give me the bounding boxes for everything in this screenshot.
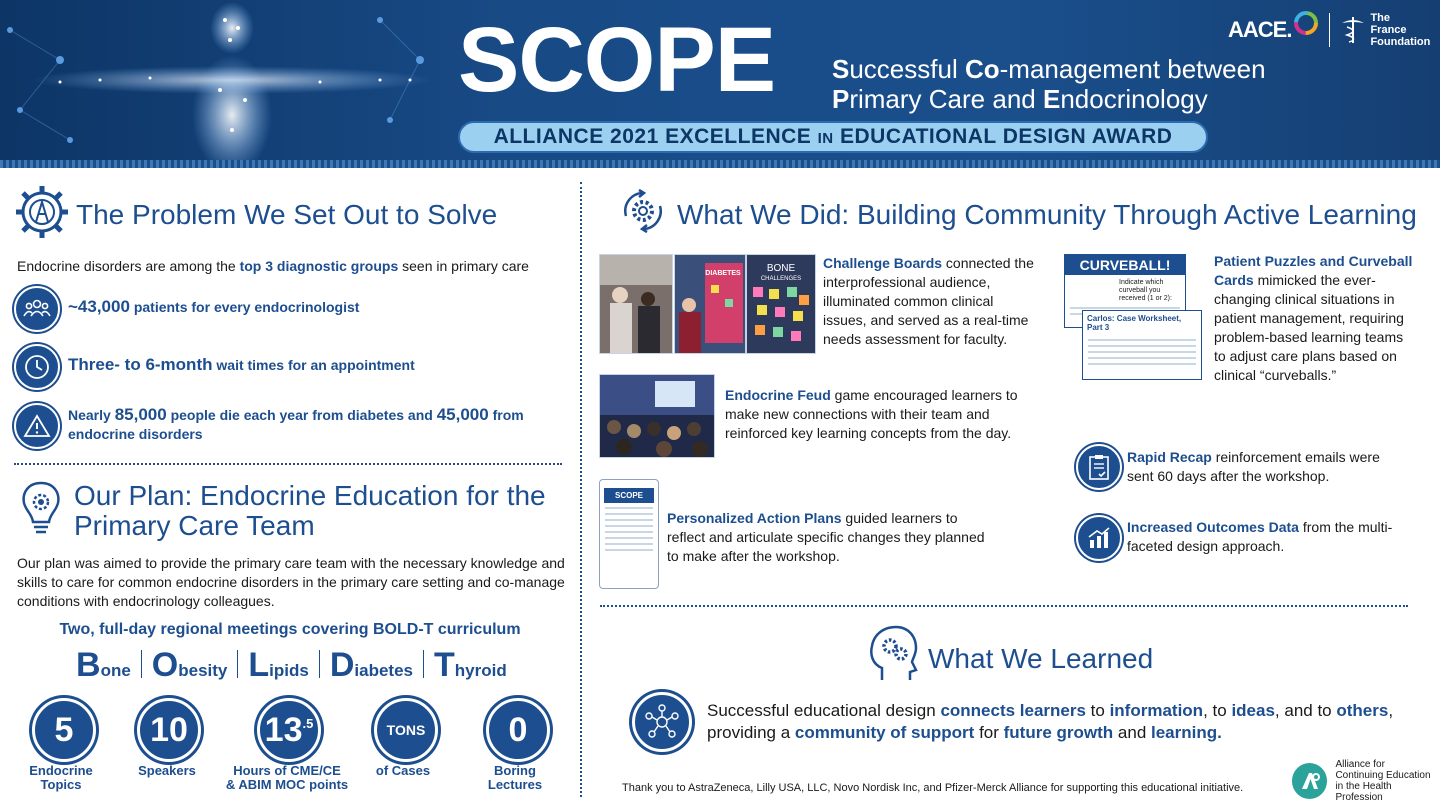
stat-wait-times: Three- to 6-month wait times for an appointment: [68, 355, 415, 374]
challenge-board-photo-3: [746, 254, 816, 354]
caduceus-icon: [1340, 15, 1366, 45]
endocrine-feud-text: Endocrine Feud game encouraged learners to make new connections with their team and reinforced key learning concepts from the day.: [725, 387, 1018, 441]
acehp-logo: Alliance for Continuing Education in the Health Profession: [1292, 759, 1440, 803]
outcomes-text: Increased Outcomes Data from the multi-faceted design approach.: [1127, 519, 1393, 554]
sponsor-logos: [1228, 10, 1430, 50]
glowing-human-figure-graphic: [0, 0, 440, 168]
challenge-board-photo-1: [599, 254, 673, 354]
number-speakers: 10: [137, 698, 201, 762]
gears-cycle-icon: [618, 186, 668, 236]
people-group-icon: [14, 286, 60, 332]
scope-title: SCOPE: [458, 9, 776, 111]
lightbulb-gear-icon: [18, 480, 64, 540]
meetings-line: Two, full-day regional meetings covering BOLD-T curriculum: [59, 621, 521, 638]
rapid-recap-text: Rapid Recap reinforcement emails were sent 60 days after the workshop.: [1127, 449, 1380, 484]
number-cases: TONS: [374, 698, 438, 762]
svg-text:DIABETES: DIABETES: [705, 270, 741, 277]
sponsor-thanks: Thank you to AstraZeneca, Lilly USA, LLC, Novo Nordisk Inc, and Pfizer-Merck Alliance for supporting this educational initiative.: [622, 782, 1244, 794]
did-heading: What We Did: Building Community Through Active Learning: [677, 199, 1417, 230]
number-hours: 13 $^{.5}$: [257, 698, 321, 762]
challenge-boards-text: Challenge Boards connected the interprofessional audience, illuminated common clinical issues, and served as a real-time needs assessment for faculty.: [823, 255, 1034, 347]
stat-deaths: Nearly 85,000 people die each year from diabetes and 45,000 from endocrine disorders: [68, 405, 524, 442]
network-people-icon: [632, 692, 692, 752]
section-divider: [14, 463, 562, 465]
clipboard-check-icon: [1076, 444, 1122, 490]
award-banner: ALLIANCE 2021 EXCELLENCE IN EDUCATIONAL DESIGN AWARD: [458, 121, 1208, 153]
svg-text:CHALLENGES: CHALLENGES: [760, 276, 802, 282]
header-bottom-border: [0, 160, 1440, 168]
case-worksheet-card: Carlos: Case Worksheet, Part 3: [1082, 310, 1202, 380]
patient-puzzles-text: Patient Puzzles and Curveball Cards mimicked the ever-changing clinical situations in patient management, requiring problem-based learning teams to adjust care plans based on clinical “curveballs.”: [1214, 253, 1413, 383]
bar-chart-icon: [1076, 515, 1122, 561]
warning-icon: [14, 403, 60, 449]
action-plans-text: Personalized Action Plans guided learners to reflect and articulate specific changes they planned to make after the workshop.: [667, 510, 985, 564]
acehp-emblem-icon: [1292, 763, 1327, 799]
number-topics: 5: [32, 698, 96, 762]
curveball-card: CURVEBALL! Indicate which curveball you received (1 or 2):: [1064, 254, 1186, 328]
problem-intro: Endocrine disorders are among the top 3 diagnostic groups seen in primary care: [17, 258, 529, 274]
problem-heading: The Problem We Set Out to Solve: [76, 199, 498, 230]
label-boring: Boring Lectures: [487, 763, 543, 792]
column-divider: [580, 182, 582, 797]
endocrine-feud-photo: [599, 374, 715, 458]
head-gears-icon: [866, 624, 920, 684]
stat-patients-per-endocrinologist: ~43,000 patients for every endocrinologist: [68, 297, 360, 316]
aace-ring-icon: [1293, 10, 1319, 36]
label-topics: Endocrine Topics: [29, 763, 93, 792]
aace-logo: AACE.: [1228, 17, 1292, 42]
action-plan-phone-mockup: SCOPE: [599, 479, 659, 589]
france-foundation-logo: The France Foundation: [1370, 12, 1431, 48]
challenge-board-photo-2: [674, 254, 746, 354]
label-hours: Hours of CME/CE & ABIM MOC points: [225, 763, 349, 792]
logo-divider: [1329, 13, 1330, 47]
svg-text:BONE: BONE: [766, 263, 796, 274]
learned-statement: Successful educational design connects learners to information, to ideas, and to others, providing a community of support for future growth and learning.: [707, 701, 1394, 742]
number-boring: 0: [486, 698, 550, 762]
clock-icon: [14, 344, 60, 390]
plan-body: Our plan was aimed to provide the primary care team with the necessary knowledge and skills to care for common endocrine disorders in the primary care setting and co-manage conditions with endocrinology colleagues.: [17, 555, 565, 609]
boldt-curriculum: B one O besity L ipids D iabetes T hyroid: [76, 646, 507, 684]
learned-heading: What We Learned: [928, 643, 1154, 674]
header-banner: [0, 0, 1440, 168]
scope-subtitle: Successful Co-management between Primary Care and Endocrinology: [832, 54, 1266, 114]
plan-heading: Our Plan: Endocrine Education for the Primary Care Team: [74, 480, 546, 541]
label-speakers: Speakers: [138, 763, 196, 778]
gear-person-icon: [14, 184, 70, 240]
section-divider-right: [600, 605, 1408, 607]
label-cases: of Cases: [375, 763, 431, 778]
